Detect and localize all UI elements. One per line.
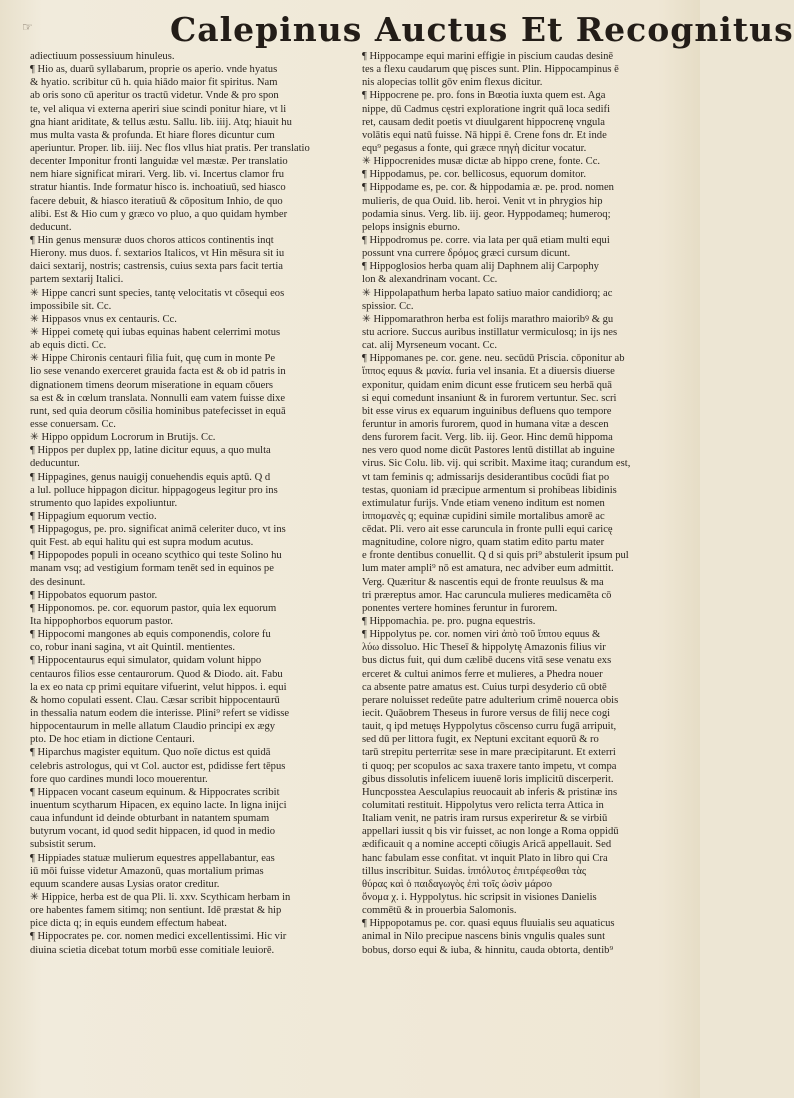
text-line: bit esse virus ex equarum inguinibus defluens quo tempore bbox=[362, 405, 612, 417]
text-line: ¶ Hin genus mensuræ duos choros atticos continentis inqt bbox=[30, 234, 274, 246]
text-line: ✳ Hippei cometę qui iubas equinas habent celerrimi motus bbox=[30, 326, 281, 338]
text-line: partem sextarij Italici. bbox=[30, 274, 124, 286]
text-line: pice dicta q; in equis eundem effectum habeat. bbox=[30, 918, 227, 930]
text-line: equum scandere ausas Lysias orator creditur. bbox=[30, 878, 220, 890]
text-line: sed dū per littora fugit, ex Neptuni excitant equorū & ro bbox=[362, 734, 599, 746]
text-line: λύω dissoluo. Hic Theseī & hippolytę Amazonis filius vir bbox=[362, 642, 606, 654]
text-line: strumento quo lapides expoliuntur. bbox=[30, 497, 178, 509]
text-line: ore habentes famem sitimq; non sentiunt. Idē præstat & hip bbox=[30, 905, 282, 917]
text-line: iū mōi fuisse videtur Amazonū, quas mortalium primas bbox=[30, 865, 264, 877]
text-line: testas, quoniam id præcipue armentum si prohibeas libidinis bbox=[362, 484, 617, 496]
text-line: e fronte dentibus conuellit. Q d si quis pri⁹ abstulerit ipsum pul bbox=[362, 550, 629, 562]
text-line: nem hiare significat mirari. Verg. lib. vi. Incertus clamor fru bbox=[30, 169, 285, 181]
text-line: θύρας καὶ ὁ παιδαγωγὸς ἐπὶ τοῖς ὠσὶν μάρσο bbox=[362, 878, 553, 890]
text-line: ¶ Hippacen vocant caseum equinum. & Hippocrates scribit bbox=[30, 786, 280, 798]
text-line: lio sese venando exerceret grauida facta est & ob id patris in bbox=[30, 366, 286, 378]
text-line: tarū strepitu perterritæ sese in mare præcipitarunt. Et exterri bbox=[362, 747, 616, 759]
text-line: lon & alexandrinam vocant. Cc. bbox=[362, 274, 498, 286]
text-line: facere debuit, & hiasco iteratiuū & cōpositum Inhio, de quo bbox=[30, 195, 283, 207]
text-line: ✳ Hippocrenides musæ dictæ ab hippo crene, fonte. Cc. bbox=[362, 156, 601, 168]
text-line: ret, causam dedit poetis vt diuulgarent hippocrenę vngula bbox=[362, 116, 605, 128]
text-line: inuentum scytharum Hipacen, ex equino lacte. In ligna inijci bbox=[30, 800, 287, 812]
text-line: & hyatio. scribitur cū h. quia hiādo maior fit spiritus. Nam bbox=[30, 77, 278, 89]
text-line: & homo copulati essent. Clau. Cæsar scribit hippocentaurū bbox=[30, 694, 280, 706]
text-line: ti quoq; per scopulos ac saxa traxere tanto impetu, vt compa bbox=[362, 760, 617, 772]
text-line: pto. De hoc etiam in dictione Centauri. bbox=[30, 734, 195, 746]
text-line: pelops insignis eburno. bbox=[362, 221, 460, 233]
text-line: ab equis dicti. Cc. bbox=[30, 340, 107, 352]
text-line: ¶ Hippocrene pe. pro. fons in Bœotia iuxta quem est. Aga bbox=[362, 90, 606, 102]
text-line: ἵππος equus & μανία. furia vel insania. Et a diuersis diuerse bbox=[362, 366, 615, 378]
text-line: ¶ Hippocomi mangones ab equis componendis, colore fu bbox=[30, 629, 271, 641]
text-line: ¶ Hipponomos. pe. cor. equorum pastor, quia lex equorum bbox=[30, 602, 277, 614]
text-line: nis alopecias tollit gōv enim flexus dicitur. bbox=[362, 77, 543, 89]
text-line: ἱππομανὲς q; equinæ cupidini simile mortalibus amorē ac bbox=[362, 510, 605, 522]
text-line: ¶ Hippodame es, pe. cor. & hippodamia æ. pe. prod. nomen bbox=[362, 182, 614, 194]
text-line: lum mater ampli⁹ nō est amatura, nec adviber eum admittit. bbox=[362, 563, 614, 575]
text-line: ὄνομα χ. i. Hyppolytus. hic scripsit in visiones Danielis bbox=[362, 892, 597, 903]
text-line: spissior. Cc. bbox=[362, 300, 414, 312]
text-line: la ex eo nata cp primi equitare vifuerint, velut hippos. i. equi bbox=[30, 681, 287, 693]
text-line: tauit, q ipd metuęs Hyppolytus cōscenso curru fugā arripuit, bbox=[362, 721, 617, 733]
text-line: nes vero quod nome dicūt Pastores lentū distillat ab inguine bbox=[362, 445, 615, 457]
text-line: ✳ Hippasos vnus ex centauris. Cc. bbox=[30, 313, 177, 325]
text-line: ¶ Hippagogus, pe. pro. significat animā celeriter duco, vt ins bbox=[30, 524, 286, 536]
text-line: sa est & in cœlum translata. Nonnulli eam vatem fuisse dixe bbox=[30, 392, 286, 404]
text-line: ponentes vertere homines feruntur in furorem. bbox=[362, 602, 558, 614]
text-line: nippe, dū Cadmus cęstri exploratione ingrit quā loca sedifi bbox=[362, 103, 611, 115]
text-line: cat. alij Myrseneum vocant. Cc. bbox=[362, 340, 498, 352]
text-line: magnitudine, colore nigro, quam statim edito partu mater bbox=[362, 537, 605, 549]
text-line: ✳ Hippe Chironis centauri filia fuit, quę cum in monte Pe bbox=[30, 353, 276, 365]
text-line: mulieris, de qua Ouid. lib. heroi. Venit vt in phrygios hip bbox=[362, 195, 603, 207]
text-line: impossibile sit. Cc. bbox=[30, 300, 112, 312]
text-line: gna hiant ariditate, & tellus æstu. Sallu. lib. iiij. Atq; hiauit hu bbox=[30, 116, 292, 128]
text-line: si equi comedunt insaniunt & in furorem vertuntur. Sec. scri bbox=[362, 392, 617, 404]
text-line: possunt vna currere δρόμος græci cursum dicunt. bbox=[362, 248, 571, 260]
text-line: animal in Nilo precipue nascens binis vngulis quales sunt bbox=[362, 931, 606, 943]
text-line: runt, sed quia deorum cōsilia hominibus patefecisset in equā bbox=[30, 405, 286, 417]
text-line: decenter Imponitur fronti languidæ vel mæstæ. Per translatio bbox=[30, 156, 288, 168]
text-line: in thessalia natum eodem die interisse. Plini⁹ refert se vidisse bbox=[30, 708, 290, 720]
text-line: celebris astrologus, qui vt Col. auctor est, pdidisse fert tēpus bbox=[30, 760, 286, 772]
text-line: stratur hiantis. Inde formatur hisco is. inchoatiuū, sed hiasco bbox=[30, 182, 286, 194]
text-line: daici sextarij, nostris; castrensis, cuius sexta pars facit tertia bbox=[30, 261, 283, 273]
text-line: tes a flexu caudarum quę pisces sunt. Plin. Hippocampinus ē bbox=[362, 64, 619, 76]
text-line: esse conuersam. Cc. bbox=[30, 418, 116, 430]
text-line: adiectiuum possessiuum hinuleus. bbox=[30, 51, 175, 62]
text-line: hanc fabulam esse confitat. vt inquit Plato in libro qui Cra bbox=[362, 852, 608, 864]
text-line: ¶ Hippolytus pe. cor. nomen viri ἀπὸ τοῦ ἵππου equus & bbox=[362, 629, 601, 641]
text-line: ¶ Hippocentaurus equi simulator, quidam volunt hippo bbox=[30, 655, 262, 667]
text-line: ¶ Hio as, duarū syllabarum, proprie os aperio. vnde hyatus bbox=[30, 64, 278, 76]
text-line: tri præreptus amor. Hac caruncula mulieres medicamēta cō bbox=[362, 589, 612, 601]
text-line: gibus dissolutis infelicem iuuenē loris implicitū discerperit. bbox=[362, 773, 614, 785]
text-line: caua infundunt id deinde obturbant in natantem spumam bbox=[30, 813, 270, 825]
text-line: ✳ Hippe cancri sunt species, tantę velocitatis vt cōsequi eos bbox=[30, 287, 285, 299]
text-line: volātis equi natū fuisse. Nā hippi ē. Crene fons dr. Et inde bbox=[362, 129, 607, 141]
text-line: ¶ Hiparchus magister equitum. Quo noīe dictus est quidā bbox=[30, 747, 271, 759]
text-line: ¶ Hippocrates pe. cor. nomen medici excellentissimi. Hic vir bbox=[30, 931, 287, 943]
text-line: ¶ Hippocampe equi marini effigie in piscium caudas desinē bbox=[362, 51, 614, 62]
text-line: deducuntur. bbox=[30, 458, 80, 470]
text-line: des desinunt. bbox=[30, 576, 86, 588]
text-line: co, robur inani sagina, vt ait Quintil. mentientes. bbox=[30, 642, 236, 654]
text-line: Verg. Quæritur & nascentis equi de fronte reuulsus & ma bbox=[362, 576, 604, 588]
text-line: ¶ Hippobatos equorum pastor. bbox=[30, 589, 158, 601]
text-line: cēdat. Pli. vero ait esse caruncula in fronte pulli equi caricę bbox=[362, 524, 613, 536]
text-line: dens furorem facit. Verg. lib. iij. Geor. Hinc demū hippoma bbox=[362, 432, 613, 444]
text-line: fore quo cardines mundi loco mouerentur. bbox=[30, 773, 208, 785]
text-line: Huncposstea Aesculapius reuocauit ab inferis & pristinæ ins bbox=[362, 786, 618, 798]
text-line: mus multa vasta & profunda. Et hiare flores dicuntur cum bbox=[30, 129, 275, 141]
text-line: perare noluisset redeūte patre adulterium crimē nouerca obis bbox=[362, 694, 619, 706]
text-line: Ita hippophorbos equorum pastor. bbox=[30, 616, 173, 628]
text-line: ¶ Hippagium equorum vectio. bbox=[30, 510, 157, 522]
text-line: ✳ Hippice, herba est de qua Pli. li. xxv. Scythicam herbam in bbox=[30, 892, 291, 903]
right-column bbox=[362, 50, 679, 957]
text-line: diuina scietia dicebat totum morbū esse comitiale leuiorē. bbox=[30, 944, 275, 956]
text-line: ¶ Hippomachia. pe. pro. pugna equestris. bbox=[362, 616, 536, 628]
text-line: aperiuntur. Proper. lib. iiij. Nec flos vllus hiat pratis. Per translatio bbox=[30, 142, 310, 154]
text-line: podamia sinus. Verg. lib. iij. geor. Hyppodameq; humeroq; bbox=[362, 208, 611, 220]
text-line: ¶ Hippagines, genus nauigij conuehendis equis aptū. Q d bbox=[30, 471, 271, 483]
text-line: iecit. Quāobrem Theseus in furore versus de filij nece cogi bbox=[362, 708, 611, 720]
text-line: Italiam venit, ne patris iram rursus experiretur & se virbiū bbox=[362, 813, 608, 825]
text-line: bobus, dorso equi & iuba, & hinnitu, cauda obtorta, dentib⁹ bbox=[362, 944, 614, 956]
text-line: extimulatur furijs. Vnde etiam veneno inditum est nomen bbox=[362, 497, 605, 509]
text-line: ¶ Hippiades statuæ mulierum equestres appellabantur, eas bbox=[30, 852, 275, 864]
text-line: feruntur in amoris furorem, quod in humana vitæ a descen bbox=[362, 418, 609, 430]
text-line: te, vel aliqua vi externa aperiri siue scindi ponitur hiare, vt li bbox=[30, 103, 287, 115]
text-line: ✳ Hippomarathron herba est folijs marathro maioribꝰ & gu bbox=[362, 313, 614, 325]
text-line: commētū & in prouerbia Salomonis. bbox=[362, 905, 517, 917]
text-line: virus. Sic Colu. lib. vij. qui scribit. Maxime itaq; curandum est, bbox=[362, 458, 631, 470]
left-column bbox=[30, 50, 347, 957]
text-line: appellari iussit q bis vir fuisset, ac non longe a Roma oppidū bbox=[362, 826, 619, 838]
text-line: a lul. polluce hippagon dicitur. hippagogeus legitur pro ins bbox=[30, 484, 278, 496]
text-line: equ⁹ pegasus a fonte, qui græce πηγὴ dicitur vocatur. bbox=[362, 142, 587, 154]
text-line: manam vsq; ad vestigium formam tenēt sed in equinos pe bbox=[30, 563, 274, 575]
text-line: ✳ Hippolapathum herba lapato satiuo maior candidiorq; ac bbox=[362, 287, 613, 299]
text-line: subsistit serum. bbox=[30, 839, 96, 851]
text-line: ædificauit q a nomine accepti cōiugis Aricā appellauit. Sed bbox=[362, 839, 612, 851]
text-line: ¶ Hippomanes pe. cor. gene. neu. secūdū Priscia. cōponitur ab bbox=[362, 353, 625, 365]
text-line: alibi. Est & Hio cum y græco vo pluo, a quo quidam hymber bbox=[30, 208, 288, 220]
text-line: ¶ Hippopodes populi in oceano scythico qui teste Solino hu bbox=[30, 550, 282, 562]
text-line: stu acriore. Succus auribus instillatur vermiculosq; in ijs nes bbox=[362, 326, 618, 338]
text-line: ca absente patre amatus est. Cuius turpi desyderio cū obtē bbox=[362, 681, 607, 693]
text-line: ab oris sono cū aperitur os tractū videtur. Vnde & pro spon bbox=[30, 90, 279, 102]
text-line: bus dictus fuit, qui dum cælibē ducens vitā sese venatu exs bbox=[362, 655, 612, 667]
text-line: ¶ Hippodromus pe. corre. via lata per quā etiam multi equi bbox=[362, 234, 610, 246]
text-line: hippocentaurum in melle allatum Claudio principi ex ægy bbox=[30, 721, 276, 733]
text-line: ✳ Hippo oppidum Locrorum in Brutijs. Cc. bbox=[30, 432, 216, 444]
text-line: ¶ Hippos per duplex pp, latine dicitur equus, a quo multa bbox=[30, 445, 271, 457]
text-line: columitati restituit. Hippolytus vero relicta terra Attica in bbox=[362, 800, 604, 812]
text-line: vt tam feminis q; admissarijs desiderantibus cocūdi fiat po bbox=[362, 471, 610, 483]
text-line: ¶ Hippoglosios herba quam alij Daphnem alij Carpophy bbox=[362, 261, 599, 273]
text-line: ¶ Hippopotamus pe. cor. quasi equus fluuialis seu aquaticus bbox=[362, 918, 615, 930]
text-line: butyrum vocant, id quod sedit hippacen, id quod in medio bbox=[30, 826, 276, 838]
text-line: dignationem timens deorum miseratione in equam cōuers bbox=[30, 379, 274, 391]
text-line: centauros filios esse centaurorum. Quod & Diodo. ait. Fabu bbox=[30, 668, 283, 680]
text-line: quit Fest. ab equi halitu qui est supra modum acutus. bbox=[30, 537, 254, 549]
text-line: tillus inscribitur. Suidas. ἱππόλυτος ἐπιτρέφεσθαι τὰς bbox=[362, 865, 587, 877]
text-line: deducunt. bbox=[30, 221, 72, 233]
text-line: erceret & cultui animos ferre et mulieres, a Phedra nouer bbox=[362, 668, 603, 680]
corner-mark: ☞ bbox=[22, 20, 33, 34]
text-line: Hierony. mus duos. f. sextarios Italicos, vt Hin mēsura sit iu bbox=[30, 248, 285, 260]
text-line: exponitur, quidam enim dicunt esse fruticem seu herbā quā bbox=[362, 379, 612, 391]
text-line: ¶ Hippodamus, pe. cor. bellicosus, equorum domitor. bbox=[362, 169, 587, 181]
running-head: Calepinus Auctus Et Recognitus bbox=[170, 10, 794, 49]
